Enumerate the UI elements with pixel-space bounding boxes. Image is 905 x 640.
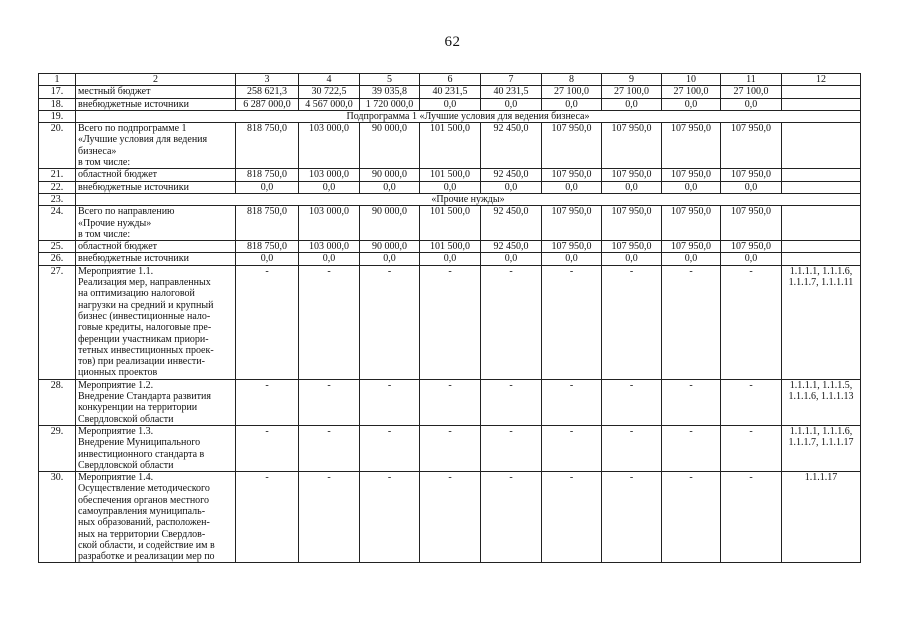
reference-line: 1.1.1.1, 1.1.1.6, [789, 265, 853, 277]
value-cell: - [602, 472, 662, 563]
description-line: Мероприятие 1.3. [78, 425, 154, 437]
value-cell: 0,0 [481, 181, 542, 193]
value-cell: 0,0 [360, 181, 420, 193]
value-cell: 0,0 [721, 253, 782, 265]
budget-table [38, 73, 861, 563]
value-cell: 90 000,0 [360, 206, 420, 241]
value-cell: - [481, 379, 542, 425]
reference-line: 1.1.1.1, 1.1.1.5, [789, 379, 853, 391]
description-line: говые кредиты, налоговые пре- [78, 322, 212, 334]
table-row [39, 86, 861, 98]
description-line: разработке и реализации мер по [78, 551, 215, 563]
value-cell: - [542, 265, 602, 379]
description-line: инвестиционного стандарта в [78, 448, 205, 460]
value-cell: - [721, 265, 782, 379]
value-cell: 0,0 [420, 98, 481, 110]
value-cell: 27 100,0 [602, 86, 662, 98]
value-cell: 0,0 [481, 98, 542, 110]
row-number: 23. [39, 193, 76, 205]
value-cell: - [420, 265, 481, 379]
row-description [76, 169, 236, 181]
value-cell: 107 950,0 [602, 206, 662, 241]
row-number: 24. [39, 206, 76, 241]
value-cell: - [602, 265, 662, 379]
value-cell: 101 500,0 [420, 241, 481, 253]
description-line: ных образований, расположен- [78, 517, 210, 529]
description-line: бизнеса» [78, 145, 117, 157]
column-number: 10 [662, 74, 721, 86]
value-cell: 818 750,0 [236, 123, 299, 169]
value-cell: 107 950,0 [602, 169, 662, 181]
value-cell: 4 567 000,0 [299, 98, 360, 110]
value-cell: 107 950,0 [542, 241, 602, 253]
value-cell: - [602, 379, 662, 425]
reference-cell [782, 379, 861, 425]
description-line: областной бюджет [78, 169, 158, 181]
value-cell: - [542, 472, 602, 563]
value-cell: 0,0 [602, 98, 662, 110]
value-cell: 818 750,0 [236, 169, 299, 181]
description-line: Внедрение Стандарта развития [78, 391, 211, 403]
reference-cell [782, 181, 861, 193]
description-line: самоуправления муниципаль- [78, 505, 206, 517]
description-line: местный бюджет [78, 86, 151, 98]
value-cell: 0,0 [420, 253, 481, 265]
value-cell: 103 000,0 [299, 206, 360, 241]
table-row [39, 265, 861, 379]
value-cell: 6 287 000,0 [236, 98, 299, 110]
value-cell: - [236, 379, 299, 425]
value-cell: 0,0 [420, 181, 481, 193]
value-cell: 40 231,5 [420, 86, 481, 98]
row-number: 27. [39, 265, 76, 379]
table-row [39, 98, 861, 110]
value-cell: - [420, 379, 481, 425]
reference-line: 1.1.1.1, 1.1.1.6, [789, 425, 853, 437]
table-body [39, 74, 861, 563]
value-cell: - [420, 425, 481, 471]
table-row [39, 181, 861, 193]
value-cell: 107 950,0 [662, 241, 721, 253]
section-heading: «Прочие нужды» [76, 193, 861, 205]
value-cell: 0,0 [360, 253, 420, 265]
row-description [76, 379, 236, 425]
value-cell: 107 950,0 [542, 206, 602, 241]
value-cell: 92 450,0 [481, 169, 542, 181]
table-row [39, 379, 861, 425]
value-cell: 258 621,3 [236, 86, 299, 98]
value-cell: - [360, 379, 420, 425]
value-cell: - [481, 265, 542, 379]
column-number: 11 [721, 74, 782, 86]
description-line: тов) при реализации инвести- [78, 356, 205, 368]
value-cell: 40 231,5 [481, 86, 542, 98]
reference-cell [782, 472, 861, 563]
description-line: «Лучшие условия для ведения [78, 134, 208, 146]
value-cell: - [721, 425, 782, 471]
column-number: 1 [39, 74, 76, 86]
value-cell: - [360, 265, 420, 379]
value-cell: 101 500,0 [420, 123, 481, 169]
value-cell: 107 950,0 [721, 123, 782, 169]
value-cell: 107 950,0 [602, 123, 662, 169]
description-line: Свердловской области [78, 459, 174, 471]
description-line: ционных проектов [78, 367, 158, 379]
reference-cell [782, 206, 861, 241]
table-row [39, 110, 861, 122]
description-line: конкуренции на территории [78, 402, 198, 414]
reference-line: 1.1.1.7, 1.1.1.11 [788, 277, 854, 289]
row-description [76, 206, 236, 241]
table-row [39, 193, 861, 205]
row-number: 19. [39, 110, 76, 122]
value-cell: - [299, 265, 360, 379]
value-cell: - [542, 425, 602, 471]
value-cell: 0,0 [542, 98, 602, 110]
value-cell: - [299, 472, 360, 563]
column-number: 3 [236, 74, 299, 86]
value-cell: 0,0 [721, 98, 782, 110]
page-number: 62 [444, 34, 461, 50]
value-cell: 0,0 [662, 253, 721, 265]
row-description [76, 123, 236, 169]
description-line: Осуществление методического [78, 483, 210, 495]
table-row [39, 472, 861, 563]
reference-cell [782, 123, 861, 169]
row-description [76, 253, 236, 265]
value-cell: 27 100,0 [662, 86, 721, 98]
value-cell: 101 500,0 [420, 206, 481, 241]
value-cell: - [481, 472, 542, 563]
value-cell: 90 000,0 [360, 169, 420, 181]
description-line: ных на территории Свердлов- [78, 528, 206, 540]
description-line: обеспечения органов местного [78, 494, 210, 506]
value-cell: 107 950,0 [721, 241, 782, 253]
value-cell: 90 000,0 [360, 241, 420, 253]
value-cell: 107 950,0 [602, 241, 662, 253]
column-number: 8 [542, 74, 602, 86]
value-cell: 0,0 [721, 181, 782, 193]
column-number: 6 [420, 74, 481, 86]
column-number: 12 [782, 74, 861, 86]
value-cell: - [481, 425, 542, 471]
value-cell: 107 950,0 [662, 123, 721, 169]
description-line: в том числе: [78, 228, 131, 240]
value-cell: - [299, 425, 360, 471]
column-number: 9 [602, 74, 662, 86]
value-cell: - [420, 472, 481, 563]
description-line: бизнес (инвестиционные нало- [78, 310, 211, 322]
value-cell: 818 750,0 [236, 241, 299, 253]
row-description [76, 425, 236, 471]
value-cell: 107 950,0 [721, 169, 782, 181]
reference-cell [782, 98, 861, 110]
reference-line: 1.1.1.7, 1.1.1.17 [788, 437, 854, 449]
value-cell: 101 500,0 [420, 169, 481, 181]
table-row [39, 169, 861, 181]
value-cell: 27 100,0 [542, 86, 602, 98]
value-cell: 0,0 [481, 253, 542, 265]
description-line: Свердловской области [78, 413, 174, 425]
value-cell: 0,0 [236, 253, 299, 265]
value-cell: - [542, 379, 602, 425]
row-number: 30. [39, 472, 76, 563]
reference-cell [782, 425, 861, 471]
value-cell: 107 950,0 [542, 123, 602, 169]
value-cell: 39 035,8 [360, 86, 420, 98]
value-cell: 92 450,0 [481, 123, 542, 169]
value-cell: - [662, 265, 721, 379]
description-line: Всего по подпрограмме 1 [78, 123, 187, 135]
table-row [39, 253, 861, 265]
header-row [39, 74, 861, 86]
column-number: 7 [481, 74, 542, 86]
description-line: в том числе: [78, 157, 131, 169]
reference-line: 1.1.1.6, 1.1.1.13 [788, 391, 854, 403]
column-number: 2 [76, 74, 236, 86]
value-cell: - [236, 265, 299, 379]
table-row [39, 206, 861, 241]
value-cell: - [236, 472, 299, 563]
description-line: ской области, и содействие им в [78, 539, 215, 551]
row-description [76, 98, 236, 110]
description-line: внебюджетные источники [78, 181, 189, 193]
description-line: Реализация мер, направленных [78, 277, 211, 289]
row-number: 26. [39, 253, 76, 265]
value-cell: - [721, 379, 782, 425]
value-cell: 1 720 000,0 [360, 98, 420, 110]
section-heading: Подпрограмма 1 «Лучшие условия для ведения бизнеса» [76, 110, 861, 122]
value-cell: - [360, 472, 420, 563]
row-description [76, 472, 236, 563]
row-number: 20. [39, 123, 76, 169]
value-cell: 103 000,0 [299, 241, 360, 253]
description-line: ференции участникам приори- [78, 333, 209, 345]
value-cell: 818 750,0 [236, 206, 299, 241]
description-line: «Прочие нужды» [78, 217, 152, 229]
value-cell: - [662, 472, 721, 563]
description-line: внебюджетные источники [78, 98, 189, 110]
value-cell: - [360, 425, 420, 471]
description-line: Внедрение Муниципального [78, 437, 201, 449]
value-cell: 27 100,0 [721, 86, 782, 98]
description-line: Мероприятие 1.4. [78, 472, 154, 484]
value-cell: 107 950,0 [542, 169, 602, 181]
description-line: нагрузки на средний и крупный [78, 299, 214, 311]
row-number: 28. [39, 379, 76, 425]
value-cell: - [299, 379, 360, 425]
value-cell: 107 950,0 [662, 206, 721, 241]
description-line: Всего по направлению [78, 206, 175, 218]
row-number: 29. [39, 425, 76, 471]
row-description [76, 86, 236, 98]
value-cell: 30 722,5 [299, 86, 360, 98]
row-number: 22. [39, 181, 76, 193]
reference-cell [782, 169, 861, 181]
value-cell: 0,0 [602, 253, 662, 265]
value-cell: 90 000,0 [360, 123, 420, 169]
description-line: тетных инвестиционных проек- [78, 344, 214, 356]
value-cell: 0,0 [662, 181, 721, 193]
table-row [39, 425, 861, 471]
value-cell: - [236, 425, 299, 471]
row-description [76, 265, 236, 379]
table-row [39, 241, 861, 253]
column-number: 5 [360, 74, 420, 86]
row-number: 17. [39, 86, 76, 98]
value-cell: 107 950,0 [721, 206, 782, 241]
reference-cell [782, 265, 861, 379]
description-line: Мероприятие 1.2. [78, 379, 154, 391]
row-number: 25. [39, 241, 76, 253]
description-line: областной бюджет [78, 241, 158, 253]
description-line: внебюджетные источники [78, 253, 189, 265]
row-number: 18. [39, 98, 76, 110]
value-cell: 107 950,0 [662, 169, 721, 181]
reference-cell [782, 253, 861, 265]
description-line: Мероприятие 1.1. [78, 265, 154, 277]
reference-line: 1.1.1.17 [804, 472, 838, 484]
value-cell: 0,0 [542, 181, 602, 193]
column-number: 4 [299, 74, 360, 86]
row-description [76, 181, 236, 193]
value-cell: - [662, 425, 721, 471]
value-cell: - [721, 472, 782, 563]
value-cell: 103 000,0 [299, 123, 360, 169]
value-cell: 0,0 [236, 181, 299, 193]
value-cell: 0,0 [299, 253, 360, 265]
value-cell: 92 450,0 [481, 206, 542, 241]
value-cell: 0,0 [542, 253, 602, 265]
description-line: на оптимизацию налоговой [78, 288, 195, 300]
reference-cell [782, 86, 861, 98]
row-description [76, 241, 236, 253]
value-cell: 103 000,0 [299, 169, 360, 181]
row-number: 21. [39, 169, 76, 181]
value-cell: 0,0 [662, 98, 721, 110]
value-cell: 92 450,0 [481, 241, 542, 253]
value-cell: - [662, 379, 721, 425]
reference-cell [782, 241, 861, 253]
value-cell: 0,0 [602, 181, 662, 193]
value-cell: 0,0 [299, 181, 360, 193]
value-cell: - [602, 425, 662, 471]
table-row [39, 123, 861, 169]
